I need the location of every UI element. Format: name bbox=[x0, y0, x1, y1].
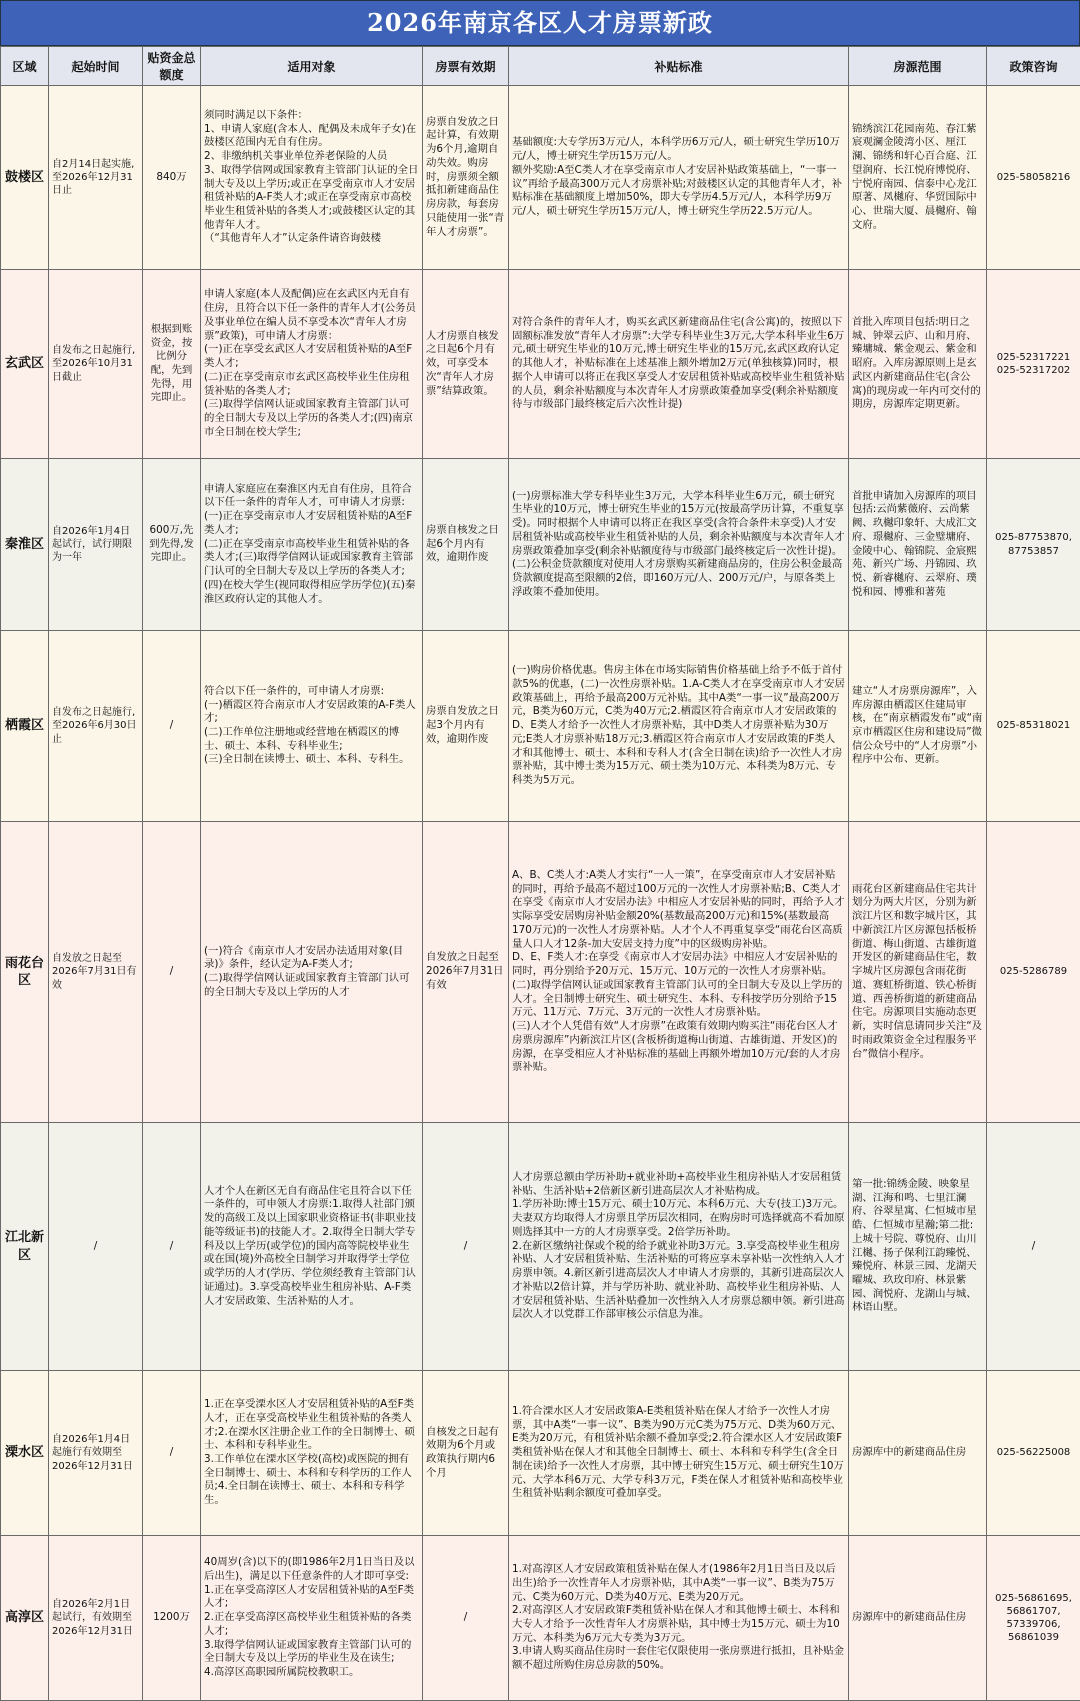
subsidy-standard: 基础额度:大专学历3万元/人，本科学历6万元/人，硕士研究生学历10万元/人，博士研究生学历15万元/人。 额外奖励:A至C类人才在享受南京市人才安居补贴政策基础上，“一事一议”再给予最高300万元人才房票补贴;对鼓楼区认定的其他青年人才，补贴标准在基础额度上增加50%，即大专学历4.5万元/人，本科学历9万元/人，硕士研究生学历15万元/人，博士研究生学历22.5万元/人。 bbox=[509, 86, 849, 270]
validity-period: / bbox=[423, 1536, 509, 1701]
fund-amount: / bbox=[143, 1123, 201, 1371]
target-group: 1.正在享受溧水区人才安居租赁补贴的A至F类人才，正在享受高校毕业生租赁补贴的各类人才;2.在溧水区注册企业工作的全日制博士、硕士、本科和专科毕业生。 3.工作单位在溧水区学校(高校)或医院的拥有全日制博士、硕士、本科和专科学历的工作人员;4.全日制在读博士、硕士、本科和专科学生。 bbox=[201, 1371, 423, 1536]
target-group: 须同时满足以下条件： 1、申请人家庭(含本人、配偶及未成年子女)在鼓楼区范围内无自有住房。 2、非缴纳机关事业单位养老保险的人员 3、取得学信网或国家教育主管部门认证的全日制大专及以上学历;或正在享受南京市人才安居租赁补贴的A-F类人才;或正在享受南京市高校毕业生租赁补贴的各类人才;或鼓楼区认定的其他青年人才。 （“其他青年人才”认定条件请咨询鼓楼 bbox=[201, 86, 423, 270]
district-name: 玄武区 bbox=[1, 270, 49, 459]
page-title: 2026年南京各区人才房票新政 bbox=[0, 0, 1080, 46]
header-contact: 政策咨询 bbox=[987, 47, 1080, 86]
subsidy-standard: (一)购房价格优惠。售房主体在市场实际销售价格基础上给予不低于首付款5%的优惠，(二)一次性房票补贴。1.A-C类人才在享受南京市人才安居政策基础上，再给予最高200万元补贴。其中A类“一事一议”最高200万元，B类为60万元，C类为40万元;2.栖霞区符合南京市人才安居政策的D、E类人才给予一次性人才房票补贴，其中D类人才房票补贴为30万元;E类人才房票补贴18万元;3.栖霞区符合南京市人才安居政策的F类人才和其他博士、硕士、本科和专科人才(含全日制在读)给予一次性人才房票补贴，其中博士类为15万元、硕士类为10万元、本科类为8万元、专科类为5万元。 bbox=[509, 631, 849, 822]
housing-scope: 锦绣滨江花园南苑、春江紫宸观澜金陵湾小区、厘江澜、锦绣和轩心百合庭、江望润府、长江悦府博悦府、宁悦府南园、信泰中心龙江原著、凤樾府、华贸国际中心、世瑞大厦、晨樾府、翰文府。 bbox=[849, 86, 987, 270]
header-validity: 房票有效期 bbox=[423, 47, 509, 86]
target-group: 申请人家庭(本人及配偶)应在玄武区内无自有住房，且符合以下任一条件的青年人才(公务员及事业单位在编人员不享受本次“青年人才房票”政策)，可申请人才房票： (一)正在享受玄武区人才安居租赁补贴的A至F类人才; (二)正在享受南京市玄武区高校毕业生住房租赁补贴的各类人才; (三)取得学信网认证或国家教育主管部门认可的全日制大专及以上学历的各类人才;(四)南京市全日制在校大学生; bbox=[201, 270, 423, 459]
subsidy-standard: 1.符合溧水区人才安居政策A-E类租赁补贴在保人才给予一次性人才房票，其中A类“一事一议”、B类为90万元C类为75万元、D类为60万元、E类为20万元，有租赁补贴余额不叠加享受;2.符合溧水区人才安居政策F类租赁补贴在保人才和其他全日制博士、硕士、本科和专科学生(含全日制在读)给予一次性人才房票，其中博士研究生15万元、硕士研究生10万元、大学本科6万元、大学专科3万元，F类在保人才租赁补贴和高校毕业生租赁补贴剩余额度可叠加享受。 bbox=[509, 1371, 849, 1536]
contact-phone: 025-56861695, 56861707, 57339706, 56861039 bbox=[987, 1536, 1080, 1701]
validity-period: / bbox=[423, 1123, 509, 1371]
housing-scope: 首批申请加入房源库的项目包括:云尚紫薇府、云尚紫阙、玖樾印象轩、大成汇文府、璟樾府、三金璧墉府、金陵中心、翰锦院、金宸熙苑、新兴广场、丹锦园、玖悦、新睿樾府、云翠府、璞悦和园、博雅和著苑 bbox=[849, 459, 987, 631]
subsidy-standard: 1.对高淳区人才安居政策租赁补贴在保人才(1986年2月1日当日及以后出生)给予一次性青年人才房票补贴，其中A类“一事一议”、B类为75万元、C类为60万元、D类为40万元、E类为20万元。 2.对高淳区人才安居政策F类租赁补贴在保人才和其他博士硕士、本科和大专人才给予一次性青年人才房票补贴，其中博士为15万元、硕士为10万元、本科类为6万元大专类为3万元。 3.申请人购买商品住房时一套住宅仅限使用一张房票进行抵扣，且补贴金额不超过所购住房总房款的50%。 bbox=[509, 1536, 849, 1701]
district-name: 秦淮区 bbox=[1, 459, 49, 631]
header-fund: 贴资金总额度 bbox=[143, 47, 201, 86]
district-name: 江北新区 bbox=[1, 1123, 49, 1371]
target-group: (一)符合《南京市人才安居办法适用对象(目录)》条件，经认定为A-F类人才; (二)取得学信网认证或国家教育主管部门认可的全日制大专及以上学历的人才 bbox=[201, 822, 423, 1123]
fund-amount: 1200万 bbox=[143, 1536, 201, 1701]
validity-period: 房票自发放之日起计算，有效期为6个月,逾期自动失效。购房时，房票须全额抵扣新建商品住房房款，每套房只能使用一张“青年人才房票”。 bbox=[423, 86, 509, 270]
contact-phone: / bbox=[987, 1123, 1080, 1371]
fund-amount: 根据到账资金，按比例分配，先到先得，用完即止。 bbox=[143, 270, 201, 459]
table-row bbox=[1, 1536, 1080, 1701]
subsidy-standard: A、B、C类人才:A类人才实行“一人一策”，在享受南京市人才安居补贴的同时，再给予最高不超过100万元的一次性人才房票补贴;B、C类人才在享受《南京市人才安居办法》中相应人才安居补贴的同时，再给予人才实际享受安居购房补贴金额20%(基数最高200万元)和15%(基数最高170万元)的一次性人才房票补贴。人才个人不再重复享受“雨花台区高质量人口人才12条-加大安居支持力度”中的区级购房补贴。 D、E、F类人才:在享受《南京市人才安居办法》中相应人才安居补贴的同时，再分别给予20万元、15万元、10万元的一次性人才房票补贴。(二)取得学信网认证或国家教育主管部门认可的全日制大专及以上学历的人才。全日制博士研究生、硕士研究生、本科、专科按学历分别给予15万元、11万元、7万元、3万元的一次性人才房票补贴。 (三)人才个人凭借有效“人才房票”在政策有效期内购买注“雨花台区人才房票房源库”内新滨江片区(含板桥街道梅山街道、古雄街道、开发区)的房源，在享受相应人才补贴标准的基础上再额外增加10万元/套的人才房票补贴。 bbox=[509, 822, 849, 1123]
policy-table bbox=[0, 46, 1080, 1701]
district-name: 溧水区 bbox=[1, 1371, 49, 1536]
target-group: 申请人家庭应在秦淮区内无自有住房，且符合以下任一条件的青年人才，可申请人才房票: (一)正在享受南京市人才安居租赁补贴的A至F类人才; (二)正在享受南京市高校毕业生租赁补贴的各类人才;(三)取得学信网认证或国家教育主管部门认可的全日制大专及以上学历的各类人才;(四)在校大学生(视同取得相应学历学位)(五)秦淮区政府认定的其他人才。 bbox=[201, 459, 423, 631]
table-row bbox=[1, 631, 1080, 822]
start-time: 自发放之日起至2026年7月31日有效 bbox=[49, 822, 143, 1123]
fund-amount: 600万,先到先得,发完即止。 bbox=[143, 459, 201, 631]
housing-scope: 首批入库项目包括:明日之城、钟翠云庐、山和月府、臻墉城、紫金观云、紫金和昭府。入库房源原则上是玄武区内新建商品住宅(含公寓)的现房或一年内可交付的期房，房源库定期更新。 bbox=[849, 270, 987, 459]
table-row bbox=[1, 459, 1080, 631]
housing-scope: 雨花台区新建商品住宅共计划分为两大片区，分别为新滨江片区和数字城片区，其中新滨江片区房源包括板桥街道、梅山街道、古雄街道开发区的新建商品住宅，数字城片区房源包含雨花街道、赛虹桥街道、铁心桥街道、西善桥街道的新建商品住宅。房源项目实施动态更新，实时信息请同步关注“及时雨政策资金全过程服务平台”微信小程序。 bbox=[849, 822, 987, 1123]
table-row bbox=[1, 822, 1080, 1123]
contact-phone: 025-87753870, 87753857 bbox=[987, 459, 1080, 631]
subsidy-standard: (一)房票标准大学专科毕业生3万元，大学本科毕业生6万元，硕士研究生毕业的10万元，博士研究生毕业的15万元(按最高学历计算，不重复享受)。同时根据个人申请可以将正在我区享受(含符合条件未享受)人才安居租赁补贴或高校毕业生租赁补贴的人员，剩余补贴额度与本次青年人才房票政策叠加享受(剩余补贴额度待与市级部门最终核定后一次性计提)。 (二)公积金贷款额度对使用人才房票购买新建商品房的，住房公积金最高贷款额度提高至限额的2倍，即160万元/人、200万元/户，与原各类上浮政策不叠加使用。 bbox=[509, 459, 849, 631]
header-subsidy: 补贴标准 bbox=[509, 47, 849, 86]
header-start: 起始时间 bbox=[49, 47, 143, 86]
header-target: 适用对象 bbox=[201, 47, 423, 86]
start-time: 自2026年2月1日起试行，有效期至2026年12月31日 bbox=[49, 1536, 143, 1701]
district-name: 鼓楼区 bbox=[1, 86, 49, 270]
start-time: 自发布之日起施行,至2026年6月30日止 bbox=[49, 631, 143, 822]
start-time: 自发布之日起施行,至2026年10月31日截止 bbox=[49, 270, 143, 459]
fund-amount: 840万 bbox=[143, 86, 201, 270]
start-time: 自2月14日起实施,至2026年12月31日止 bbox=[49, 86, 143, 270]
contact-phone: 025-56225008 bbox=[987, 1371, 1080, 1536]
fund-amount: / bbox=[143, 822, 201, 1123]
contact-phone: 025-58058216 bbox=[987, 86, 1080, 270]
housing-scope: 房源库中的新建商品住房 bbox=[849, 1536, 987, 1701]
table-row bbox=[1, 1123, 1080, 1371]
subsidy-standard: 人才房票总额由学历补助+就业补助+高校毕业生租房补贴人才安居租赁补贴、生活补贴+2倍新区新引进高层次人才补贴构成。 1.学历补助:博士15万元、硕士10万元、本科6万元、大专(技工)3万元。夫妻双方均取得人才房票且学历层次相同，在购房时可选择就高不看加原则选择其中一方的人才房票享受。2倍学历补助。 2.在新区缴纳社保或个税的给予就业补助3万元。3.享受高校毕业生租房补贴、人才安居租赁补贴、生活补贴的可将应享未享补贴一次性纳入人才房票申领。4.新区新引进高层次人才申请人才房票的，其新引进高层次人才补贴以2倍计算，并与学历补助、就业补助、高校毕业生租房补贴、人才安居租赁补贴、生活补贴叠加一次性纳入人才房票总额申领。新引进高层次人才以党群工作部审核公示信息为准。 bbox=[509, 1123, 849, 1371]
validity-period: 房票自核发之日起6个月内有效，逾期作废 bbox=[423, 459, 509, 631]
district-name: 栖霞区 bbox=[1, 631, 49, 822]
validity-period: 自核发之日起有效期为6个月或政策执行期内6个月 bbox=[423, 1371, 509, 1536]
contact-phone: 025-52317221 025-52317202 bbox=[987, 270, 1080, 459]
validity-period: 房票自发放之日起3个月内有效，逾期作废 bbox=[423, 631, 509, 822]
subsidy-standard: 对符合条件的青年人才，购买玄武区新建商品住宅(含公寓)的，按照以下固额标准发放“青年人才房票”:大学专科毕业生3万元,大学本科毕业生6万元,硕士研究生毕业的10万元,博士研究生毕业的15万元,玄武区政府认定的其他人才，补贴标准在上述基准上额外增加2万元(单独核算)同时，根据个人申请可以将正在我区享受人才安居租赁补贴或高校毕业生租赁补贴的人员，剩余补贴额度与本次青年人才房票政策叠加享受(剩余补贴额度待与市级部门最终核定后六次性计提) bbox=[509, 270, 849, 459]
fund-amount: / bbox=[143, 631, 201, 822]
target-group: 符合以下任一条件的，可申请人才房票: (一)栖霞区符合南京市人才安居政策的A-F类人才; (二)工作单位注册地或经营地在栖霞区的博士、硕士、本科、专科毕业生; (三)全日制在读博士、硕士、本科、专科生。 bbox=[201, 631, 423, 822]
validity-period: 自发放之日起至2026年7月31日有效 bbox=[423, 822, 509, 1123]
table-row bbox=[1, 86, 1080, 270]
header-housing: 房源范围 bbox=[849, 47, 987, 86]
table-row bbox=[1, 270, 1080, 459]
district-name: 高淳区 bbox=[1, 1536, 49, 1701]
housing-scope: 房源库中的新建商品住房 bbox=[849, 1371, 987, 1536]
table-row bbox=[1, 1371, 1080, 1536]
district-name: 雨花台区 bbox=[1, 822, 49, 1123]
header-row bbox=[1, 47, 1080, 86]
start-time: / bbox=[49, 1123, 143, 1371]
header-district: 区域 bbox=[1, 47, 49, 86]
start-time: 自2026年1月4日起施行有效期至2026年12月31日 bbox=[49, 1371, 143, 1536]
housing-scope: 建立“人才房票房源库”，入库房源由栖霞区住建局审核，在“南京栖霞发布”或“南京市栖霞区住房和建设局”微信公众号中的“人才房票”小程序中公布、更新。 bbox=[849, 631, 987, 822]
validity-period: 人才房票自核发之日起6个月有效，可享受本次“青年人才房票”结算政策。 bbox=[423, 270, 509, 459]
housing-scope: 第一批:锦绣金陵、映象星湖、江海和鸣、七里江澜府、谷翠星寓、仁恒城市星皓、仁恒城市星瀚;第二批:上城十号院、尊悦府、山川江樾、扬子保利江韵臻悦、臻悦府、林景三园、龙湖天曜城、玖玫印府、林景紫园、润悦府、龙湖山与城、林语山墅。 bbox=[849, 1123, 987, 1371]
contact-phone: 025-85318021 bbox=[987, 631, 1080, 822]
fund-amount: / bbox=[143, 1371, 201, 1536]
target-group: 40周岁(含)以下的(即1986年2月1日当日及以后出生)，满足以下任意条件的人才即可享受: 1.正在享受高淳区人才安居租赁补贴的A至F类人才; 2.正在享受高淳区高校毕业生租赁补贴的各类人才; 3.取得学信网认证或国家教育主管部门认可的全日制大专及以上学历的毕业生及在读生; 4.高淳区高职园所属院校教职工。 bbox=[201, 1536, 423, 1701]
contact-phone: 025-5286789 bbox=[987, 822, 1080, 1123]
target-group: 人才个人在新区无自有商品住宅且符合以下任一条件的，可申领人才房票:1.取得人社部门颁发的高级工及以上国家职业资格证书(非职业技能等级证书)的技能人才。2.取得全日制大学专科及以上学历(或学位)的国内高等院校毕业生或在国(境)外高校全日制学习并取得学士学位或学历的人才(学历、学位须经教育主管部门认证通过)。3.享受高校毕业生租房补贴、A-F类人才安居政策、生活补贴的人才。 bbox=[201, 1123, 423, 1371]
start-time: 自2026年1月4日起试行，试行期限为一年 bbox=[49, 459, 143, 631]
